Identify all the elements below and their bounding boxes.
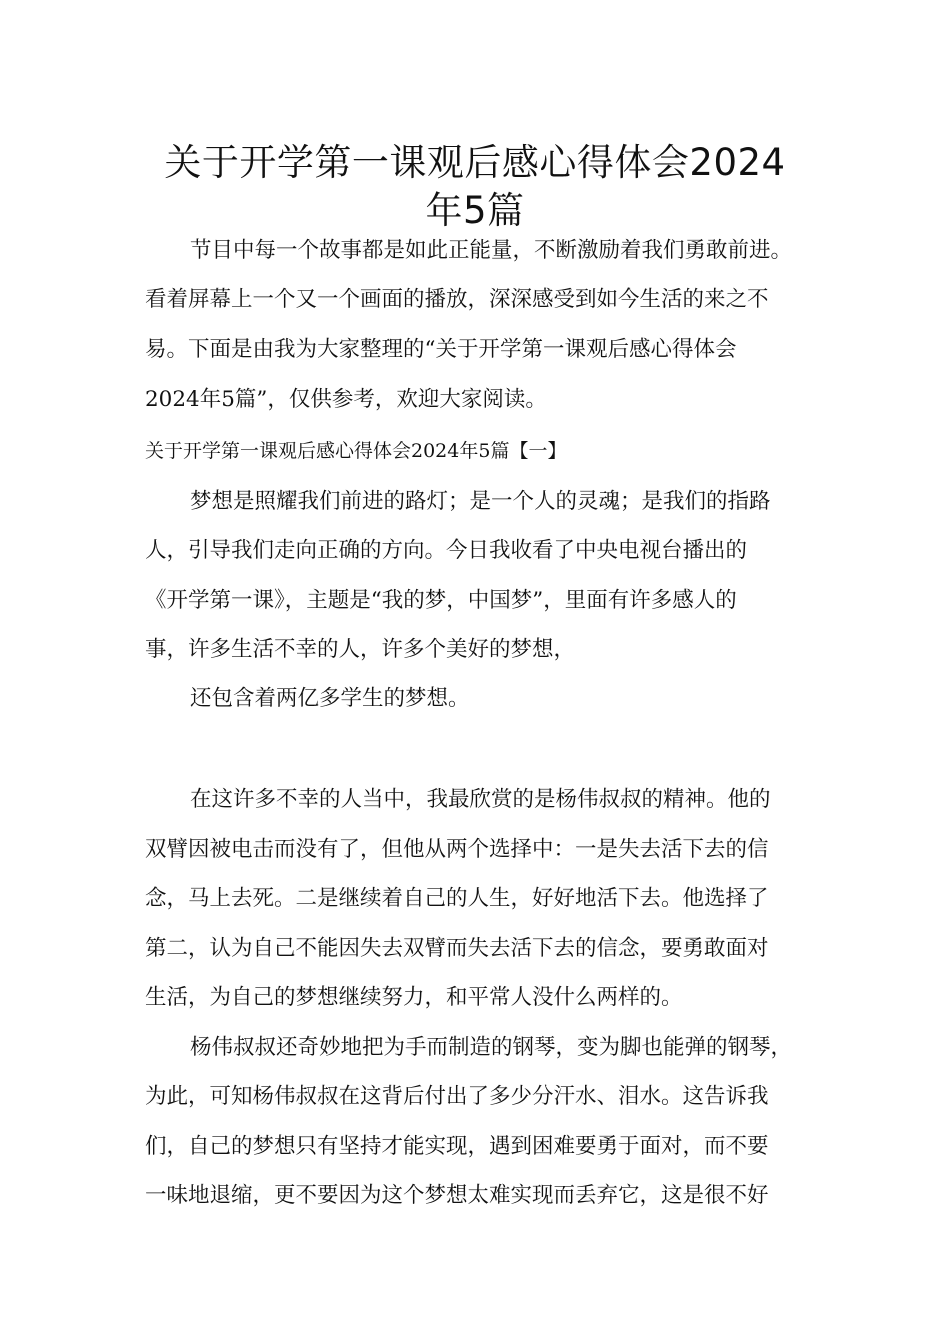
paragraph-line: 杨伟叔叔还奇妙地把为手而制造的钢琴，变为脚也能弹的钢琴， — [190, 1035, 793, 1060]
intro-line: 节目中每一个故事都是如此正能量，不断激励着我们勇敢前进。 — [190, 238, 793, 263]
intro-line: 易。下面是由我为大家整理的“关于开学第一课观后感心得体会 — [145, 337, 737, 362]
paragraph-line: 人，引导我们走向正确的方向。今日我收看了中央电视台播出的 — [145, 538, 748, 563]
paragraph-line: 《开学第一课》，主题是“我的梦，中国梦”，里面有许多感人的 — [145, 588, 737, 613]
paragraph-line: 第二，认为自己不能因失去双臂而失去活下去的信念，要勇敢面对 — [145, 936, 769, 961]
paragraph-line: 双臂因被电击而没有了，但他从两个选择中：一是失去活下去的信 — [145, 837, 769, 862]
intro-line: 看着屏幕上一个又一个画面的播放，深深感受到如今生活的来之不 — [145, 287, 769, 312]
paragraph-line: 一味地退缩，更不要因为这个梦想太难实现而丢弃它，这是很不好 — [145, 1183, 769, 1208]
paragraph-line: 们，自己的梦想只有坚持才能实现，遇到困难要勇于面对，而不要 — [145, 1134, 769, 1159]
paragraph-line: 还包含着两亿多学生的梦想。 — [190, 686, 470, 711]
paragraph-line: 念，马上去死。二是继续着自己的人生，好好地活下去。他选择了 — [145, 886, 769, 911]
title-line-2: 年5篇 — [425, 189, 525, 232]
section-heading: 关于开学第一课观后感心得体会2024年5篇【一】 — [145, 440, 567, 462]
paragraph-line: 在这许多不幸的人当中，我最欣赏的是杨伟叔叔的精神。他的 — [190, 787, 771, 812]
paragraph-line: 生活，为自己的梦想继续努力，和平常人没什么两样的。 — [145, 985, 683, 1010]
paragraph-line: 梦想是照耀我们前进的路灯；是一个人的灵魂；是我们的指路 — [190, 489, 771, 514]
intro-line: 2024年5篇”，仅供参考，欢迎大家阅读。 — [145, 387, 547, 412]
paragraph-line: 事，许多生活不幸的人，许多个美好的梦想， — [145, 637, 576, 662]
title-line-1: 关于开学第一课观后感心得体会2024 — [164, 141, 786, 184]
paragraph-line: 为此，可知杨伟叔叔在这背后付出了多少分汗水、泪水。这告诉我 — [145, 1084, 769, 1109]
